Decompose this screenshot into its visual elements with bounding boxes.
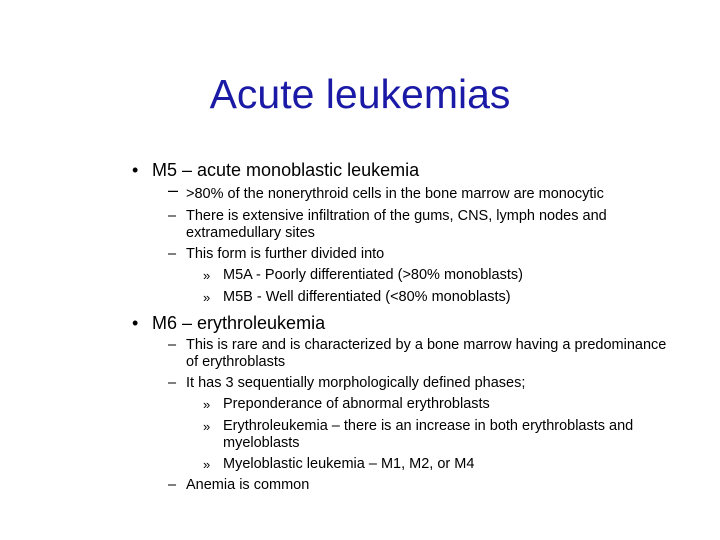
m6-point-text: This is rare and is characterized by a bone marrow having a predominance of erythroblasts (186, 337, 667, 370)
dash-icon: – (168, 375, 177, 391)
m5-point-text: There is extensive infiltration of the gums, CNS, lymph nodes and extramedullary sites (186, 208, 607, 241)
slide-title: Acute leukemias (209, 71, 511, 117)
m5-subpoint-text: M5A - Poorly differentiated (>80% monoblasts) (223, 267, 523, 283)
m6-subpoint (203, 418, 653, 452)
chevron-double-right-icon: » (203, 457, 211, 472)
m6-point-text: It has 3 sequentially morphologically defined phases; (186, 375, 526, 391)
m6-point (168, 477, 668, 494)
chevron-double-right-icon: » (203, 419, 211, 434)
chevron-double-right-icon: » (203, 397, 211, 412)
bullet-m5-heading: M5 – acute monoblastic leukemia (152, 160, 420, 180)
m6-subpoint (203, 396, 653, 413)
chevron-double-right-icon: » (203, 290, 211, 305)
m6-subpoint-text: Erythroleukemia – there is an increase in both erythroblasts and myeloblasts (223, 418, 634, 451)
m6-subpoint-text: Preponderance of abnormal erythroblasts (223, 396, 490, 412)
m6-point (168, 337, 668, 371)
dash-icon: – (168, 246, 177, 262)
dash-icon: – (168, 180, 179, 200)
m5-point (168, 180, 668, 203)
dash-icon: – (168, 477, 177, 493)
m6-point (168, 375, 668, 392)
bullet-m6-heading: M6 – erythroleukemia (152, 313, 326, 333)
dash-icon: – (168, 337, 177, 353)
m5-point (168, 246, 668, 263)
m5-subpoint (203, 289, 653, 306)
chevron-double-right-icon: » (203, 268, 211, 283)
m5-subpoint (203, 267, 653, 284)
m5-subpoint-text: M5B - Well differentiated (<80% monoblasts) (223, 289, 511, 305)
m5-point-text: >80% of the nonerythroid cells in the bone marrow are monocytic (186, 186, 604, 202)
bullet-icon: • (132, 313, 139, 333)
dash-icon: – (168, 208, 177, 224)
bullet-icon: • (132, 160, 139, 180)
m6-subpoint-text: Myeloblastic leukemia – M1, M2, or M4 (223, 456, 475, 472)
m6-point-text: Anemia is common (186, 477, 310, 493)
m5-point (168, 208, 668, 242)
m6-subpoint (203, 456, 653, 473)
m5-point-text: This form is further divided into (186, 246, 385, 262)
